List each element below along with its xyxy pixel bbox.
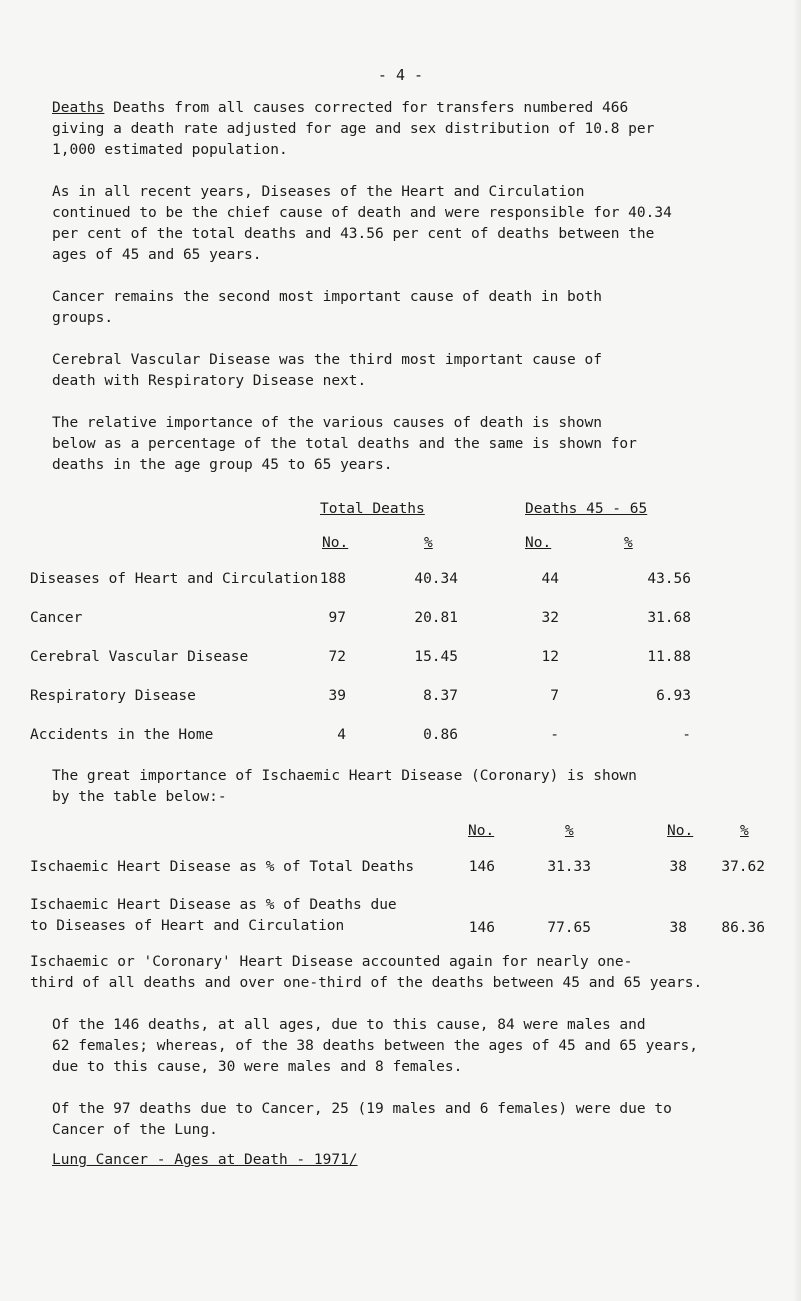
cell-total-percent: 40.34 bbox=[414, 571, 458, 587]
cell-total-no: 72 bbox=[328, 649, 346, 665]
deaths-continuation: giving a death rate adjusted for age and sex distribution of 10.8 per 1,000 estimated population. bbox=[52, 121, 655, 158]
group-header-total-deaths: Total Deaths bbox=[320, 501, 425, 517]
table1-column-header-row bbox=[0, 532, 801, 554]
table1-group-header-row bbox=[0, 498, 801, 520]
cell-total-no: 4 bbox=[337, 727, 346, 743]
col-header-percent: % bbox=[624, 535, 633, 551]
cell-total-no: 39 bbox=[328, 688, 346, 704]
cell-total-no: 97 bbox=[328, 610, 346, 626]
paragraph-cancer: Cancer remains the second most important cause of death in both groups. bbox=[52, 289, 602, 326]
cell-45-65-no: 12 bbox=[541, 649, 559, 665]
col-header-no: No. bbox=[322, 535, 349, 551]
cell-45-65-no: 44 bbox=[541, 571, 559, 587]
cell-total-no: 188 bbox=[319, 571, 346, 587]
row-label: Cancer bbox=[30, 610, 83, 626]
col-header-no: No. bbox=[525, 535, 552, 551]
cell-total-percent: 8.37 bbox=[423, 688, 458, 704]
paragraph-relative-importance: The relative importance of the various causes of death is shown below as a percentage of the total deaths and the same is shown for deaths in the age group 45 to 65 years. bbox=[52, 415, 637, 473]
cell-45-65-percent: - bbox=[682, 727, 691, 743]
table-row bbox=[0, 685, 801, 707]
cell-total-percent: 0.86 bbox=[423, 727, 458, 743]
table2-column-header-row bbox=[0, 820, 801, 842]
cell-45-65-no: - bbox=[550, 727, 559, 743]
col-header-percent: % bbox=[424, 535, 433, 551]
paragraph-cerebral: Cerebral Vascular Disease was the third most important cause of death with Respiratory Disease next. bbox=[52, 352, 602, 389]
row-label: Ischaemic Heart Disease as % of Deaths due to Diseases of Heart and Circulation bbox=[30, 897, 397, 934]
cell-45-65-percent: 31.68 bbox=[647, 610, 691, 626]
cell-45-65-percent: 37.62 bbox=[721, 859, 765, 875]
cell-45-65-percent: 43.56 bbox=[647, 571, 691, 587]
cell-45-65-no: 32 bbox=[541, 610, 559, 626]
paragraph-ischaemic-intro: The great importance of Ischaemic Heart Disease (Coronary) is shown by the table below:- bbox=[52, 768, 637, 805]
deaths-paragraph bbox=[52, 98, 752, 161]
table-row bbox=[0, 856, 801, 878]
row-label: Accidents in the Home bbox=[30, 727, 214, 743]
cell-45-65-percent: 86.36 bbox=[721, 920, 765, 936]
cell-total-no: 146 bbox=[468, 920, 495, 936]
col-header-percent: % bbox=[565, 823, 574, 839]
cell-45-65-no: 38 bbox=[669, 859, 687, 875]
deaths-first-line: Deaths from all causes corrected for transfers numbered 466 bbox=[113, 100, 629, 116]
table-row bbox=[0, 895, 801, 939]
row-label: Respiratory Disease bbox=[30, 688, 196, 704]
row-label: Cerebral Vascular Disease bbox=[30, 649, 249, 665]
cell-45-65-no: 38 bbox=[669, 920, 687, 936]
col-header-no: No. bbox=[667, 823, 694, 839]
table-row bbox=[0, 646, 801, 668]
page-number: - 4 - bbox=[377, 66, 424, 84]
col-header-no: No. bbox=[468, 823, 495, 839]
paragraph-lung-cancer-deaths: Of the 97 deaths due to Cancer, 25 (19 males and 6 females) were due to Cancer of the Lung. bbox=[52, 1101, 672, 1138]
cell-total-percent: 31.33 bbox=[547, 859, 591, 875]
deaths-heading: Deaths bbox=[52, 100, 105, 116]
col-header-percent: % bbox=[740, 823, 749, 839]
group-header-deaths-45-65: Deaths 45 - 65 bbox=[525, 501, 648, 517]
cell-45-65-percent: 11.88 bbox=[647, 649, 691, 665]
cell-total-percent: 77.65 bbox=[547, 920, 591, 936]
table-row bbox=[0, 724, 801, 746]
table-row bbox=[0, 568, 801, 590]
paragraph-heart-circulation: As in all recent years, Diseases of the Heart and Circulation continued to be the chief cause of death and were responsible for 40.34 per cent of the total deaths and 43.56 per cent of deaths between the ages of 45 and 65 years. bbox=[52, 184, 672, 263]
table-row bbox=[0, 607, 801, 629]
row-label: Diseases of Heart and Circulation bbox=[30, 571, 319, 587]
cell-total-percent: 20.81 bbox=[414, 610, 458, 626]
cell-45-65-percent: 6.93 bbox=[656, 688, 691, 704]
section-heading-lung-cancer: Lung Cancer - Ages at Death - 1971/ bbox=[52, 1152, 358, 1168]
paragraph-coronary-summary: Ischaemic or 'Coronary' Heart Disease accounted again for nearly one- third of all deaths and over one-third of the deaths between 45 and 65 years. bbox=[30, 954, 703, 991]
cell-45-65-no: 7 bbox=[550, 688, 559, 704]
paragraph-146-deaths: Of the 146 deaths, at all ages, due to this cause, 84 were males and 62 females; whereas, of the 38 deaths between the ages of 45 and 65 years, due to this cause, 30 were males and 8 females. bbox=[52, 1017, 699, 1075]
cell-total-percent: 15.45 bbox=[414, 649, 458, 665]
cell-total-no: 146 bbox=[468, 859, 495, 875]
row-label: Ischaemic Heart Disease as % of Total Deaths bbox=[30, 859, 415, 875]
